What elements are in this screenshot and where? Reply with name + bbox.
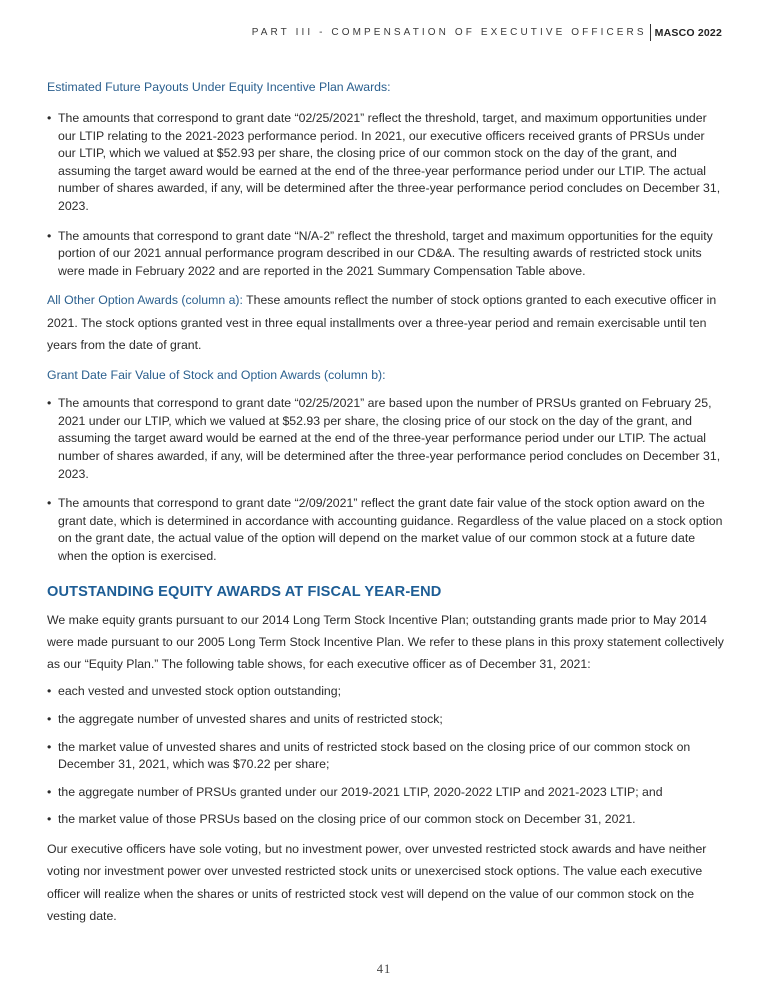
outstanding-closing: Our executive officers have sole voting, but no investment power, over unvested restricted stock awards and have neither voting nor investment power over unvested restricted stock units or unexercised stock options. The value each executive officer will realize when the shares or units of restricted stock vest will depend on the value of our common stock on the vesting date.	[47, 842, 707, 923]
other-option-subheading: All Other Option Awards (column a):	[47, 293, 243, 308]
outstanding-bullet-1: • each vested and unvested stock option outstanding;	[47, 683, 725, 701]
payouts-bullet-2: • The amounts that correspond to grant date “N/A-2” reflect the threshold, target and maximum opportunities for the equity portion of our 2021 annual performance program described in our CD&A. The resulting awards of restricted stock units were made in February 2022 and are reported in the 2021 Summary Compensation Table above.	[47, 228, 725, 281]
payouts-subheading: Estimated Future Payouts Under Equity Incentive Plan Awards:	[47, 80, 391, 94]
outstanding-bullet-4: • the aggregate number of PRSUs granted under our 2019-2021 LTIP, 2020-2022 LTIP and 2021-2023 LTIP; and	[47, 784, 725, 802]
fair-value-bullet-1: • The amounts that correspond to grant date “02/25/2021” are based upon the number of PRSUs granted on February 25, 2021 under our LTIP, which we valued at $52.93 per share, the closing price of our stock on the day of the grant, and assuming the target award would be earned at the end of the three-year performance period under our LTIP. The actual number of shares awarded, if any, will be determined after the three-year performance period concludes on December 31, 2023.	[47, 395, 725, 483]
outstanding-intro: We make equity grants pursuant to our 2014 Long Term Stock Incentive Plan; outstanding grants made prior to May 2014 were made pursuant to our 2005 Long Term Stock Incentive Plan. We refer to these plans in this proxy statement collectively as our “Equity Plan.” The following table shows, for each executive officer as of December 31, 2021:	[47, 612, 724, 672]
page-content	[47, 77, 725, 927]
outstanding-heading: OUTSTANDING EQUITY AWARDS AT FISCAL YEAR-END	[47, 583, 442, 600]
header-brand: MASCO 2022	[654, 26, 722, 39]
header-section-title: PART III - COMPENSATION OF EXECUTIVE OFFICERS	[251, 27, 647, 38]
other-option-paragraph	[47, 289, 725, 356]
header-divider	[650, 24, 651, 41]
outstanding-bullet-2: • the aggregate number of unvested shares and units of restricted stock;	[47, 711, 725, 729]
outstanding-bullet-5: • the market value of those PRSUs based on the closing price of our common stock on December 31, 2021.	[47, 811, 725, 829]
payouts-bullet-1: • The amounts that correspond to grant date “02/25/2021” reflect the threshold, target, and maximum opportunities under our LTIP relating to the 2021-2023 performance period. In 2021, our executive officers received grants of PRSUs under our LTIP, which we valued at $52.93 per share, the closing price of our common stock on the day of the grant, and assuming the target award would be earned at the end of the three-year performance period under our LTIP. The actual number of shares awarded, if any, will be determined after the three-year performance period concludes on December 31, 2023.	[47, 110, 725, 216]
page-number: 41	[376, 962, 392, 976]
other-option-text: These amounts reflect the number of stock options granted to each executive officer in 2021. The stock options granted vest in three equal installments over a three-year period and remain exercisable until ten years from the date of grant.	[47, 293, 717, 352]
outstanding-bullet-3: • the market value of unvested shares and units of restricted stock based on the closing price of our common stock on December 31, 2021, which was $70.22 per share;	[47, 739, 725, 774]
page-header	[252, 24, 722, 41]
fair-value-bullet-2: • The amounts that correspond to grant date “2/09/2021” reflect the grant date fair value of the stock option award on the grant date, which is determined in accordance with accounting guidance. Regardless of the value placed on a stock option on the grant date, the actual value of the option will depend on the market value of our common stock at a future date when the option is exercised.	[47, 495, 725, 565]
fair-value-subheading: Grant Date Fair Value of Stock and Option Awards (column b):	[47, 368, 386, 383]
